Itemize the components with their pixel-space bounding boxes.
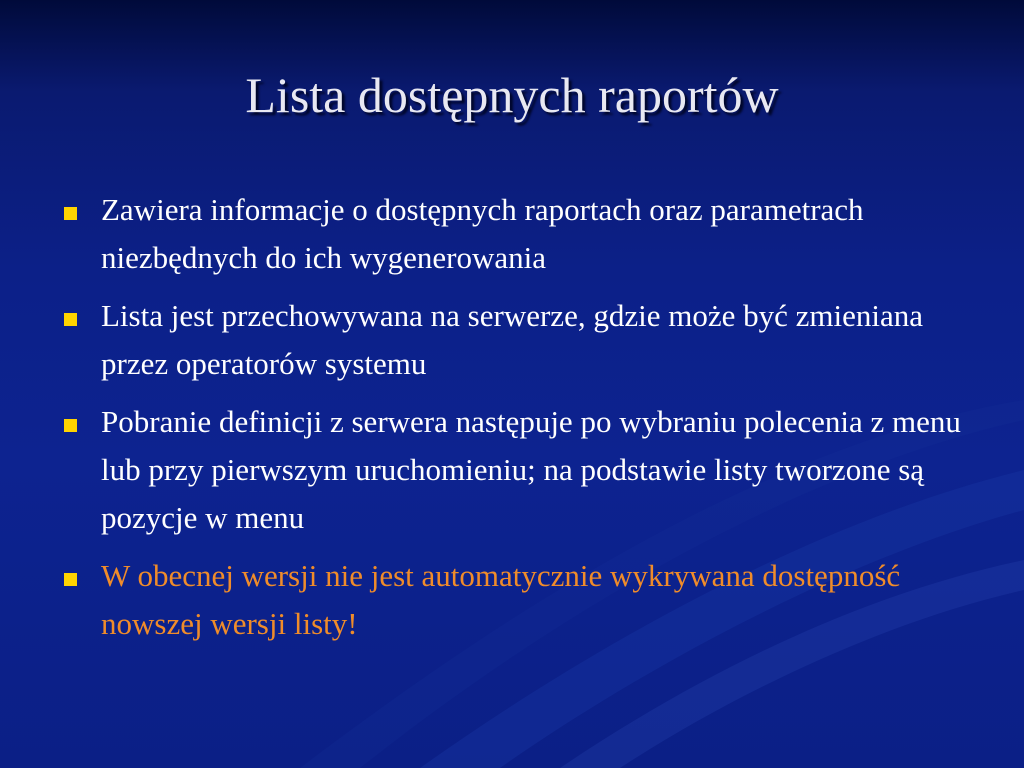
bullet-text: Lista jest przechowywana na serwerze, gdzie może być zmieniana przez operatorów systemu [101,298,923,381]
bullet-text-warning: W obecnej wersji nie jest automatycznie wykrywana dostępność nowszej wersji listy! [101,558,901,641]
square-bullet-icon [64,573,77,586]
bullet-text: Zawiera informacje o dostępnych raportach oraz parametrach niezbędnych do ich wygenerowania [101,192,864,275]
bullet-item [64,292,969,388]
square-bullet-icon [64,419,77,432]
bullet-item [64,398,969,542]
bullet-item-warning [64,552,969,648]
slide-title: Lista dostępnych raportów [245,67,779,123]
square-bullet-icon [64,313,77,326]
bullet-text: Pobranie definicji z serwera następuje po wybraniu polecenia z menu lub przy pierwszym uruchomieniu; na podstawie listy tworzone są pozycje w menu [101,404,961,535]
bullet-item [64,186,969,282]
bullet-list [64,186,969,658]
square-bullet-icon [64,207,77,220]
